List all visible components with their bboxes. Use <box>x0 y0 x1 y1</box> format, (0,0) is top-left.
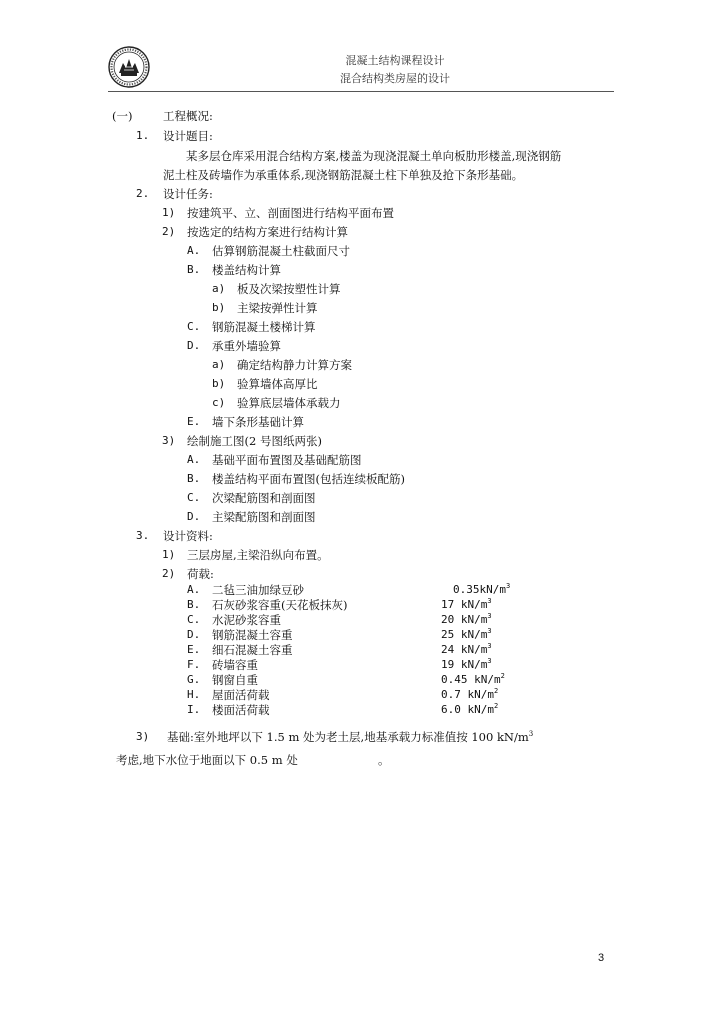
data3-number: 3) <box>136 730 150 743</box>
load-value: 20 $kN/m^3$ <box>441 612 492 626</box>
item3-title: 设计资料: <box>163 529 213 543</box>
university-seal-logo <box>108 46 150 88</box>
task1-text: 按建筑平、立、剖面图进行结构平面布置 <box>187 206 394 220</box>
header-design-title: 混合结构类房屋的设计 <box>340 72 450 85</box>
task3-b-letter: B. <box>187 472 201 485</box>
task3-number: 3) <box>162 434 176 447</box>
load-letter: A. <box>187 583 201 596</box>
load-value: 6.0 $kN/m^2$ <box>441 702 499 716</box>
load-letter: E. <box>187 643 201 656</box>
load-name: 钢筋混凝土容重 <box>212 628 293 642</box>
task2-c-text: 钢筋混凝土楼梯计算 <box>212 320 316 334</box>
task3-a-text: 基础平面布置图及基础配筋图 <box>212 453 362 467</box>
load-name: 楼面活荷载 <box>212 703 270 717</box>
task2-d-text: 承重外墙验算 <box>212 339 281 353</box>
load-value: 25 $kN/m^3$ <box>441 627 492 641</box>
task3-b-text: 楼盖结构平面布置图(包括连续板配筋) <box>212 472 405 486</box>
task2-c-letter: C. <box>187 320 201 333</box>
load-name: 砖墙容重 <box>212 658 258 672</box>
load-letter: B. <box>187 598 201 611</box>
task3-a-letter: A. <box>187 453 201 466</box>
task2-b-b-number: b) <box>212 301 226 314</box>
task3-text: 绘制施工图(2 号图纸两张) <box>187 434 322 448</box>
item1-number: 1. <box>136 129 150 142</box>
load-name: 石灰砂浆容重(天花板抹灰) <box>212 598 348 612</box>
task2-d-a-number: a) <box>212 358 226 371</box>
task3-c-letter: C. <box>187 491 201 504</box>
task2-d-c-number: c) <box>212 396 226 409</box>
task2-b-a-text: 板及次梁按塑性计算 <box>237 282 341 296</box>
task3-c-text: 次梁配筋图和剖面图 <box>212 491 316 505</box>
task2-d-b-text: 验算墙体高厚比 <box>237 377 318 391</box>
data1-number: 1) <box>162 548 176 561</box>
header-course-title: 混凝土结构课程设计 <box>345 54 445 67</box>
task2-text: 按选定的结构方案进行结构计算 <box>187 225 348 239</box>
task2-d-c-text: 验算底层墙体承载力 <box>237 396 341 410</box>
load-letter: F. <box>187 658 201 671</box>
task2-a-letter: A. <box>187 244 201 257</box>
item1-paragraph-line2: 泥土柱及砖墙作为承重体系,现浇钢筋混凝土柱下单独及抢下条形基础。 <box>163 168 524 182</box>
data2-text: 荷载: <box>187 567 214 581</box>
item2-title: 设计任务: <box>163 187 213 201</box>
load-letter: D. <box>187 628 201 641</box>
item3-number: 3. <box>136 529 150 542</box>
load-value: 0.45 $kN/m^2$ <box>441 672 505 686</box>
load-name: 水泥砂浆容重 <box>212 613 281 627</box>
page-number: 3 <box>598 952 605 964</box>
load-letter: G. <box>187 673 201 686</box>
task2-a-text: 估算钢筋混凝土柱截面尺寸 <box>212 244 350 258</box>
load-letter: I. <box>187 703 201 716</box>
item1-title: 设计题目: <box>163 129 213 143</box>
task2-b-text: 楼盖结构计算 <box>212 263 281 277</box>
item2-number: 2. <box>136 187 150 200</box>
load-letter: H. <box>187 688 201 701</box>
load-name: 钢窗自重 <box>212 673 258 687</box>
task3-d-letter: D. <box>187 510 201 523</box>
load-value: 17 $kN/m^3$ <box>441 597 492 611</box>
task2-d-letter: D. <box>187 339 201 352</box>
load-name: 细石混凝土容重 <box>212 643 293 657</box>
data3-text-line1: 基础:室外地坪以下 1.5 m 处为老土层,地基承载力标准值按 100 $kN/m^3$ <box>167 730 534 744</box>
load-value: 19 $kN/m^3$ <box>441 657 492 671</box>
load-name: 屋面活荷载 <box>212 688 270 702</box>
data1-text: 三层房屋,主梁沿纵向布置。 <box>187 548 329 562</box>
data2-number: 2) <box>162 567 176 580</box>
task2-b-b-text: 主梁按弹性计算 <box>237 301 318 315</box>
data3-text-line2: 考虑,地下水位于地面以下 0.5 m 处 <box>116 753 298 767</box>
section-marker: (一) <box>112 109 133 123</box>
task2-e-letter: E. <box>187 415 201 428</box>
task2-d-b-number: b) <box>212 377 226 390</box>
item1-paragraph-line1: 某多层仓库采用混合结构方案,楼盖为现浇混凝土单向板肋形楼盖,现浇钢筋 <box>186 149 562 163</box>
load-value: $0.35kN/m^3$ <box>453 582 511 596</box>
load-letter: C. <box>187 613 201 626</box>
load-name: 二毡三油加绿豆砂 <box>212 583 304 597</box>
section-title: 工程概况: <box>163 109 213 123</box>
task3-d-text: 主梁配筋图和剖面图 <box>212 510 316 524</box>
load-value: 24 $kN/m^3$ <box>441 642 492 656</box>
header-divider <box>108 91 614 92</box>
task2-e-text: 墙下条形基础计算 <box>212 415 304 429</box>
data3-end-punct: 。 <box>378 753 390 767</box>
task2-b-a-number: a) <box>212 282 226 295</box>
task2-number: 2) <box>162 225 176 238</box>
task1-number: 1) <box>162 206 176 219</box>
task2-b-letter: B. <box>187 263 201 276</box>
load-value: 0.7 $kN/m^2$ <box>441 687 499 701</box>
task2-d-a-text: 确定结构静力计算方案 <box>237 358 352 372</box>
